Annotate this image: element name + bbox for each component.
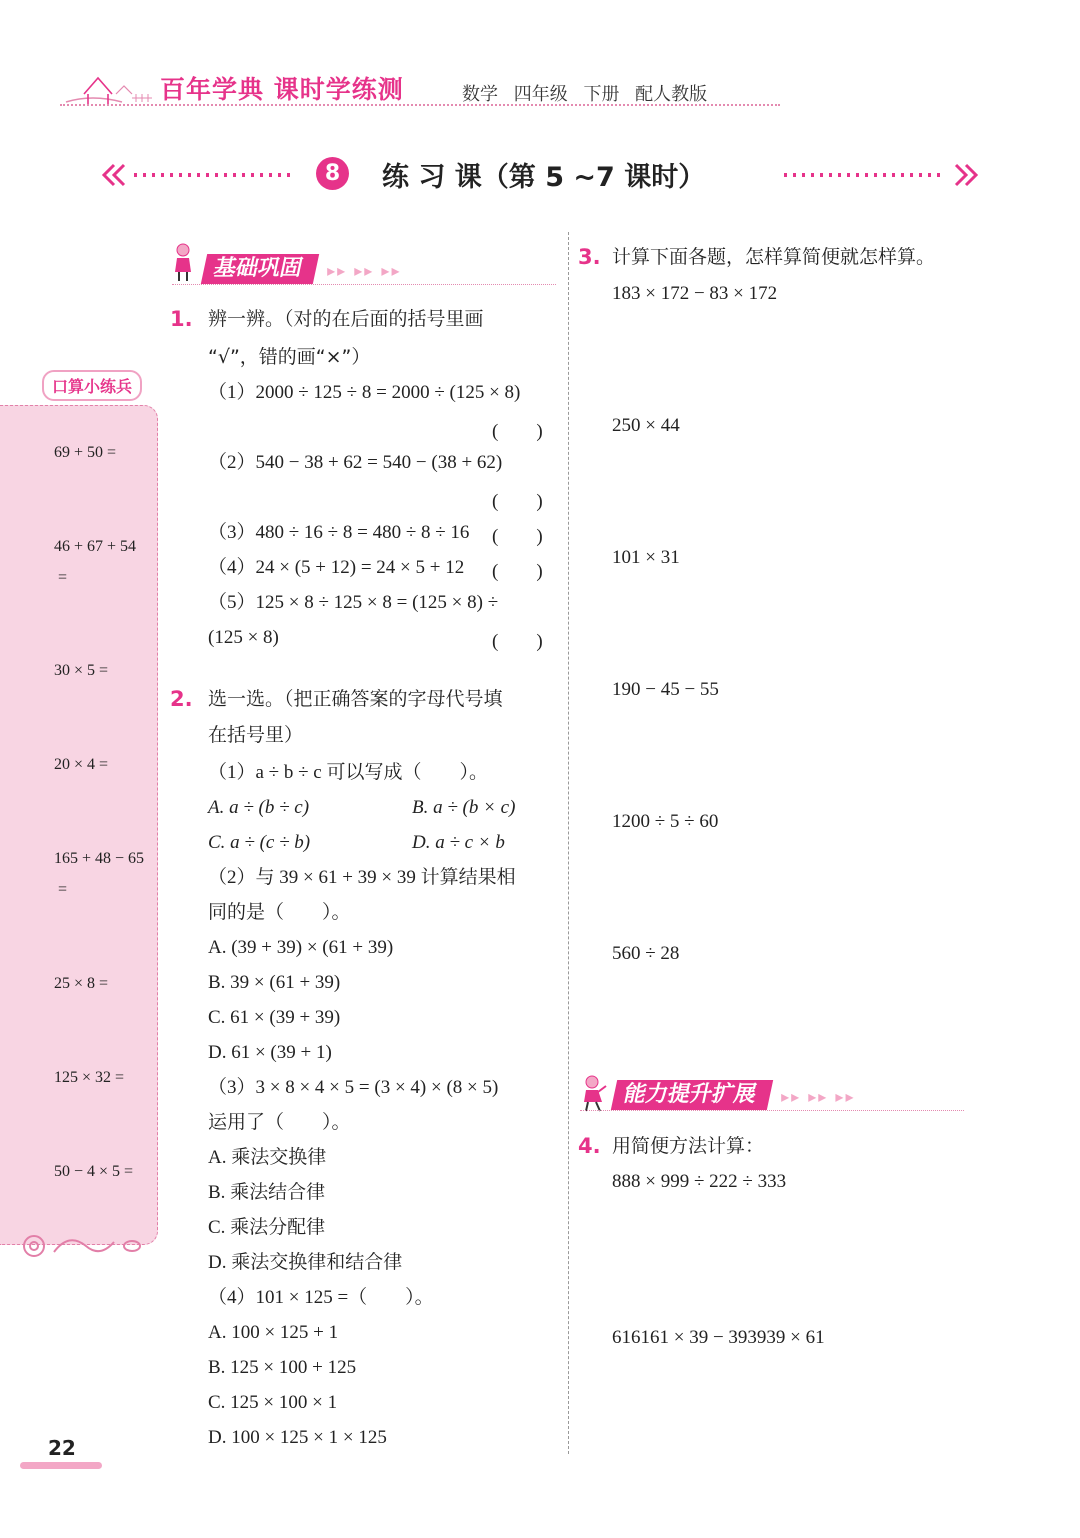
question-number: 1. (170, 307, 193, 331)
choice-question: （1）a ÷ b ÷ c 可以写成（ ）。 (208, 762, 488, 783)
section-title: 能力提升扩展 (611, 1080, 773, 1110)
choice-question: （3）3 × 8 × 4 × 5 = (3 × 4) × (8 × 5) (208, 1077, 499, 1098)
calc-item: 190 − 45 − 55 (612, 679, 719, 700)
house-logo-icon (62, 64, 154, 106)
arrow-decoration-icon: ▸▸ ▸▸ ▸▸ (781, 1087, 856, 1106)
column-divider (568, 232, 569, 1454)
judge-item: （5）125 × 8 ÷ 125 × 8 = (125 × 8) ÷ (208, 592, 499, 613)
calc-item: 101 × 31 (612, 547, 680, 568)
sidebar-item: 30 × 5 = (54, 662, 109, 679)
sidebar-item: 165 + 48 − 65 (54, 850, 145, 867)
section-heading-basic (204, 254, 401, 284)
sidebar-badge: 口算小练兵 (42, 370, 142, 401)
choice-option[interactable]: A. a ÷ (b ÷ c) (208, 797, 310, 818)
lesson-title: 练 习 课（第 5 ~7 课时） (382, 162, 706, 193)
choice-option[interactable]: B. 125 × 100 + 125 (208, 1357, 357, 1378)
sidebar-item: 46 + 67 + 54 (54, 538, 137, 555)
swirl-decoration-icon (14, 1226, 144, 1266)
choice-option[interactable]: B. 39 × (61 + 39) (208, 972, 341, 993)
choice-question: 同的是（ ）。 (208, 902, 351, 923)
choice-option[interactable]: D. 乘法交换律和结合律 (208, 1252, 403, 1273)
choice-option[interactable]: C. 乘法分配律 (208, 1217, 326, 1238)
choice-option[interactable]: D. 100 × 125 × 1 × 125 (208, 1427, 387, 1448)
section-underline (172, 284, 556, 285)
choice-option[interactable]: B. 乘法结合律 (208, 1182, 326, 1203)
choice-option[interactable]: D. a ÷ c × b (412, 832, 505, 853)
question-stem: 计算下面各题，怎样算简便就怎样算。 (612, 246, 936, 268)
brand-title: 百年学典 课时学练测 (160, 75, 404, 104)
girl-mascot-icon (172, 242, 194, 282)
judge-item: （2）540 − 38 + 62 = 540 − (38 + 62) (208, 452, 503, 473)
choice-option[interactable]: D. 61 × (39 + 1) (208, 1042, 332, 1063)
choice-option[interactable]: A. 乘法交换律 (208, 1147, 327, 1168)
title-right-decoration (780, 160, 980, 190)
title-left-decoration (100, 160, 300, 190)
sidebar-item: = (58, 569, 68, 586)
question-stem: “√”，错的画“×”） (208, 346, 371, 368)
judge-item: (125 × 8) (208, 627, 279, 648)
question-stem: 用简便方法计算： (612, 1135, 765, 1157)
section-title: 基础巩固 (201, 254, 319, 284)
girl-mascot-icon (580, 1074, 608, 1112)
choice-question: 运用了（ ）。 (208, 1112, 351, 1133)
calc-item: 888 × 999 ÷ 222 ÷ 333 (612, 1171, 787, 1192)
choice-option[interactable]: C. a ÷ (c ÷ b) (208, 832, 311, 853)
sidebar-item: = (58, 881, 68, 898)
subject-info: 数学 四年级 下册 配人教版 (462, 84, 708, 105)
judge-item: （1）2000 ÷ 125 ÷ 8 = 2000 ÷ (125 × 8) (208, 382, 521, 403)
answer-blank[interactable]: ( ) (492, 421, 543, 442)
question-number: 3. (578, 245, 601, 269)
sidebar-item: 25 × 8 = (54, 975, 109, 992)
answer-blank[interactable]: ( ) (492, 526, 543, 547)
calc-item: 1200 ÷ 5 ÷ 60 (612, 811, 719, 832)
question-stem: 选一选。（把正确答案的字母代号填 (208, 688, 503, 710)
choice-option[interactable]: B. a ÷ (b × c) (412, 797, 516, 818)
sidebar-item: 69 + 50 = (54, 444, 117, 461)
choice-option[interactable]: A. (39 + 39) × (61 + 39) (208, 937, 394, 958)
judge-item: （4）24 × (5 + 12) = 24 × 5 + 12 (208, 557, 465, 578)
question-number: 4. (578, 1134, 601, 1158)
answer-blank[interactable]: ( ) (492, 561, 543, 582)
answer-blank[interactable]: ( ) (492, 631, 543, 652)
choice-question: （4）101 × 125 =（ ）。 (208, 1287, 434, 1308)
choice-question: （2）与 39 × 61 + 39 × 39 计算结果相 (208, 867, 516, 888)
judge-item: （3）480 ÷ 16 ÷ 8 = 480 ÷ 8 ÷ 16 (208, 522, 470, 543)
calc-item: 183 × 172 − 83 × 172 (612, 283, 778, 304)
page-number: 22 (48, 1436, 76, 1460)
calc-item: 616161 × 39 − 393939 × 61 (612, 1327, 825, 1348)
sidebar-item: 125 × 32 = (54, 1069, 125, 1086)
page-number-bar (20, 1462, 102, 1469)
section-heading-advanced (614, 1080, 855, 1110)
answer-blank[interactable]: ( ) (492, 491, 543, 512)
lesson-number-badge: 8 (316, 157, 349, 190)
section-underline (580, 1110, 964, 1111)
question-stem: 在括号里） (208, 724, 304, 746)
sidebar-item: 20 × 4 = (54, 756, 109, 773)
question-stem: 辨一辨。（对的在后面的括号里画 (208, 308, 484, 330)
calc-item: 560 ÷ 28 (612, 943, 680, 964)
choice-option[interactable]: C. 125 × 100 × 1 (208, 1392, 338, 1413)
calc-item: 250 × 44 (612, 415, 680, 436)
sidebar-item: 50 − 4 × 5 = (54, 1163, 134, 1180)
question-number: 2. (170, 687, 193, 711)
arrow-decoration-icon: ▸▸ ▸▸ ▸▸ (327, 261, 402, 280)
choice-option[interactable]: A. 100 × 125 + 1 (208, 1322, 339, 1343)
choice-option[interactable]: C. 61 × (39 + 39) (208, 1007, 341, 1028)
